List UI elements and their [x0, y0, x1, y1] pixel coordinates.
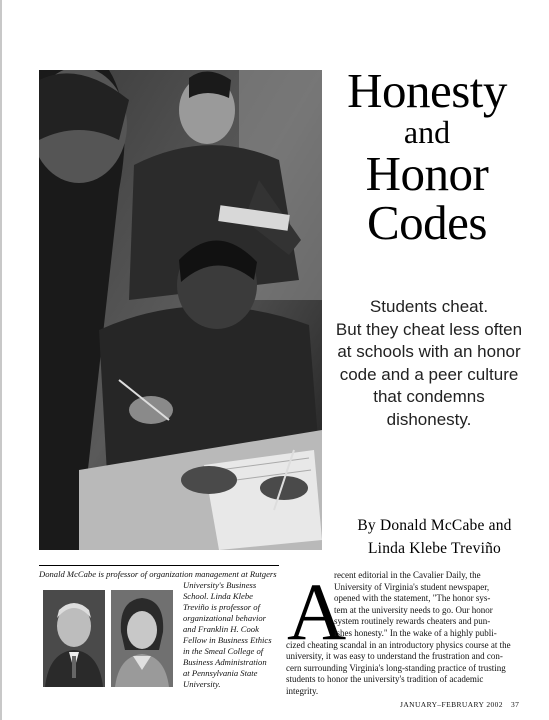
bio-line: in the Smeal College of	[183, 646, 264, 656]
issue-date: JANUARY–FEBRUARY 2002	[400, 700, 503, 709]
title-line-honesty: Honesty	[347, 63, 507, 118]
mccabe-portrait	[43, 590, 105, 687]
body-line: system routinely rewards cheaters and pun-	[334, 616, 491, 627]
byline-line: By Donald McCabe and	[357, 517, 512, 534]
body-line: cized cheating scandal in an introductory physics course at the	[286, 639, 511, 650]
deck-line: Students cheat.	[369, 297, 489, 316]
body-line: University of Virginia's student newspaper,	[334, 581, 490, 592]
body-line: university, it was easy to understand the frustration and con-	[286, 651, 503, 662]
drop-cap: A	[287, 566, 347, 657]
photo-illustration	[39, 70, 322, 550]
deck-line: code and a peer culture	[339, 364, 519, 384]
author-byline	[322, 514, 547, 560]
students-exam-photo	[39, 70, 322, 550]
deck-line: dishonesty.	[386, 409, 472, 429]
title-line-and: and	[403, 114, 451, 150]
deck-line: that condemns	[373, 387, 485, 406]
body-line: integrity.	[286, 685, 319, 696]
author-bio-first-line: Donald McCabe is professor of organization management at Rutgers	[39, 569, 277, 579]
bio-line: University's Business	[183, 580, 257, 590]
page-number: 37	[510, 700, 520, 709]
body-line: opened with the statement, "The honor sys-	[334, 593, 491, 604]
author-photo-mccabe	[43, 590, 105, 687]
bio-line: Fellow in Business Ethics	[183, 635, 272, 645]
bio-line: at Pennsylvania State	[183, 668, 258, 678]
byline-line: Linda Klebe Treviño	[368, 540, 501, 557]
author-photo-trevino	[111, 590, 173, 687]
bio-line: organizational behavior	[183, 613, 266, 623]
bio-divider	[39, 565, 279, 566]
body-line: cern surrounding Virginia's long-standing practice of trusting	[286, 662, 506, 673]
title-line-honor: Honor	[365, 146, 489, 201]
trevino-portrait	[111, 590, 173, 687]
title-line-codes: Codes	[367, 195, 487, 250]
bio-line: Treviño is professor of	[183, 602, 260, 612]
bio-line: School. Linda Klebe	[183, 591, 253, 601]
bio-line: University.	[183, 679, 221, 689]
body-line: ishes honesty." In the wake of a highly publi-	[334, 627, 497, 638]
article-deck	[324, 296, 534, 431]
page-footer	[400, 700, 519, 709]
author-bio	[183, 580, 298, 690]
bio-line: Business Administration	[183, 657, 267, 667]
deck-line: at schools with an honor	[337, 342, 521, 361]
deck-line: But they cheat less often	[335, 319, 523, 339]
article-title	[322, 63, 532, 250]
body-line: students to honor the university's tradition of academic	[286, 674, 484, 685]
bio-line: and Franklin H. Cook	[183, 624, 259, 634]
body-line: recent editorial in the Cavalier Daily, the	[334, 570, 481, 580]
article-body	[286, 566, 511, 698]
body-line: tem at the university needs to go. Our honor	[334, 604, 493, 615]
